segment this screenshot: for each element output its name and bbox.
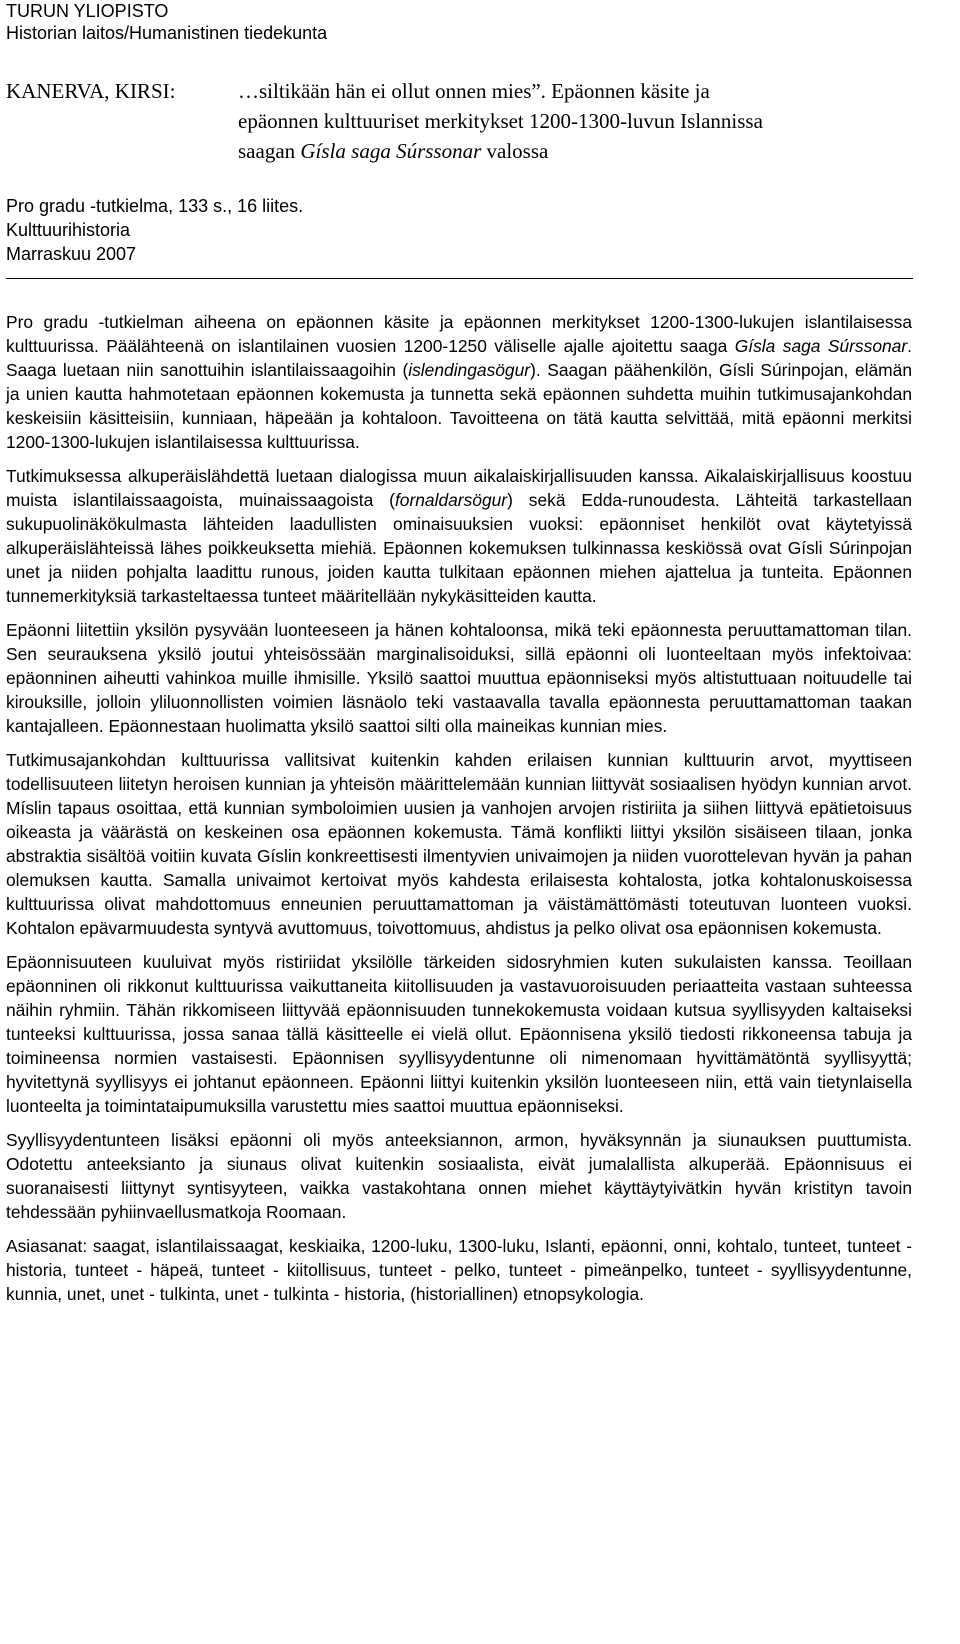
thesis-subject: Kulttuurihistoria bbox=[6, 220, 131, 240]
term-italic: fornaldarsögur bbox=[394, 490, 508, 510]
abstract-paragraph-1 bbox=[6, 310, 912, 454]
abstract bbox=[6, 310, 912, 1316]
department-name: Historian laitos/Humanistinen tiedekunta bbox=[6, 23, 328, 43]
abstract-paragraph-3: Epäonni liitettiin yksilön pysyvään luonteeseen ja hänen kohtaloonsa, mikä teki epäonnesta peruuttamattoman tilan. Sen seurauksena yksilö joutui yhteisössään marginalisoiduksi, sillä epäonni oli luonteeltaan myös infektoivaa: epäonninen aiheutti vahinkoa muille ihmisille. Yksilö saattoi muuttua epäonniseksi myös altistuttuaan noituudelle tai kirouksille, jolloin yliluonnollisten voimien läsnäolo teki vastaavalla tavalla epäonnesta peruuttamattoman taakan kantajalleen. Epäonnestaan huolimatta yksilö saattoi silti olla maineikas kunnian mies. bbox=[6, 620, 912, 736]
keywords: Asiasanat: saagat, islantilaissaagat, keskiaika, 1200-luku, 1300-luku, Islanti, epäonni, onni, kohtalo, tunteet, tunteet - historia, tunteet - häpeä, tunteet - kiitollisuus, tunteet - pelko, tunteet - pimeänpelko, tunteet - syyllisyydentunne, kunnia, unet, unet - tulkinta, unet - tulkinta - historia, (historiallinen) etnopsykologia. bbox=[6, 1236, 912, 1304]
saga-title: Gísla saga Súrssonar bbox=[300, 139, 482, 163]
text-run: ). Saagan päähenkilön, Gísli Súrinpojan, elämän ja unien kautta hahmotetaan epäonnen kokemusta ja tunnetta sekä epäonnen suhdetta muihin tutkimusajankohdan keskeisiin käsitteisiin, kunniaan, häpeään ja kohtaloon. Tavoitteena on tätä kautta selvittää, mitä epäonni merkitsi 1200-1300-lukujen islantilaisessa kulttuurissa. bbox=[6, 360, 912, 452]
thesis-meta bbox=[6, 194, 303, 266]
thesis-date: Marraskuu 2007 bbox=[6, 244, 137, 264]
thesis-title bbox=[238, 76, 918, 166]
abstract-paragraph-5: Epäonnisuuteen kuuluivat myös ristiriidat yksilölle tärkeiden sidosryhmien kuten sukulaisten kanssa. Teoillaan epäonninen oli rikkonut kulttuurissa vaikuttaneita kiitollisuuden ja vastavuoroisuuden periaatteita vastaan suhteessa näihin ryhmiin. Tähän rikkomiseen liittyvää epäonnisuuden tunnekokemusta voidaan kutsua syyllisyyden kaltaiseksi tunteeksi kulttuurissa, jossa sanaa tällä käsitteelle ei vielä ollut. Epäonnisena yksilö tiedosti rikkoneensa tabuja ja toimineensa normien vastaisesti. Epäonnisen syyllisyydentunne oli nimenomaan hyvittämätöntä syyllisyyttä; hyvitettynä syyllisyys ei johtanut epäonneen. Epäonni liittyi kuitenkin yksilön luonteeseen niin, että vain tietynlaisella luonteelta ja toimintataipumuksilla varustettu mies saattoi muuttua epäonniseksi. bbox=[6, 952, 912, 1116]
title-line-3-pre: saagan bbox=[238, 139, 301, 163]
divider bbox=[6, 278, 913, 279]
term-italic: islendingasögur bbox=[408, 360, 531, 380]
saga-title-italic: Gísla saga Súrssonar bbox=[734, 336, 908, 356]
document-page bbox=[6, 0, 913, 1304]
title-line-3-post: valossa bbox=[481, 139, 549, 163]
title-line-1: …siltikään hän ei ollut onnen mies”. Epäonnen käsite ja bbox=[238, 79, 710, 103]
text-run: . Saaga luetaan niin sanottuihin islantilaissaagoihin ( bbox=[6, 336, 912, 380]
text-run: ) sekä Edda-runoudesta. Lähteitä tarkastellaan sukupuolinäkökulmasta lähteiden laadullisten ominaisuuksien vuoksi: epäonniset henkilöt ovat käytetyissä alkuperäislähteissä lähes poikkeuksetta miehiä. Epäonnen kokemuksen tulkinnassa keskiössä ovat Gísli Súrinpojan unet ja niiden pohjalta laadittu runous, joiden kautta tulkitaan epäonnen miehen ajattelua ja tunteita. Epäonnen tunnemerkityksiä tarkasteltaessa tunteet määritellään nykykäsitteiden kautta. bbox=[6, 490, 912, 606]
text-run: Pro gradu -tutkielman aiheena on epäonnen käsite ja epäonnen merkitykset 1200-1300-lukujen islantilaisessa kulttuurissa. Päälähteenä on islantilainen vuosien 1200-1250 väliselle ajalle ajoitettu saaga bbox=[6, 312, 912, 356]
title-line-2: epäonnen kulttuuriset merkitykset 1200-1300-luvun Islannissa bbox=[238, 109, 763, 133]
abstract-paragraph-4: Tutkimusajankohdan kulttuurissa vallitsivat kuitenkin kahden erilaisen kunnian kulttuurin arvot, myyttiseen todellisuuteen liitetyn heroisen kunnian ja yhteisön määrittelemään kunnian liittyvät sosiaalisen hyödyn kunnian arvot. Míslin tapaus osoittaa, että kunnian symboloimien uusien ja vanhojen arvojen ristiriita ja siihen liittyvä epätietoisuus oikeasta ja väärästä on keskeinen osa epäonnen kokemusta. Tämä konflikti liittyi yksilön sisäiseen tilaan, jonka abstraktia sisältöä voitiin kuvata Gíslin konkreettisesti ilmentyvien univaimojen ja niiden vuorottelevan hyvän ja pahan olemuksen kautta. Samalla univaimot kertoivat myös kahdesta erilaisesta kohtalosta, jotka kohtalonuskoisessa kulttuurissa olivat mahdottomuus enneunien peruuttamattoman ja väistämättömästi toteutuvan luonteen vuoksi. Kohtalon epävarmuudesta syntyvä avuttomuus, toivottomuus, ahdistus ja pelko olivat osa epäonnisen kokemusta. bbox=[6, 750, 912, 938]
text-run: Tutkimuksessa alkuperäislähdettä luetaan dialogissa muun aikalaiskirjallisuuden kanssa. Aikalaiskirjallisuus koostuu muista islantilaissaagoista, muinaissaagoista ( bbox=[6, 466, 912, 510]
abstract-paragraph-2 bbox=[6, 464, 912, 608]
thesis-type: Pro gradu -tutkielma, 133 s., 16 liites. bbox=[6, 196, 304, 216]
title-line-3 bbox=[238, 136, 918, 166]
university-name: TURUN YLIOPISTO bbox=[6, 1, 169, 21]
abstract-paragraph-6: Syyllisyydentunteen lisäksi epäonni oli myös anteeksiannon, armon, hyväksynnän ja siunauksen puuttumista. Odotettu anteeksianto ja siunaus olivat kuitenkin sosiaalista, eivät jumalallista alkuperää. Epäonnisuus ei suoranaisesti liittynyt syntisyyteen, vaikka vastakohtana onnen miehet käyttäytyivätkin hyvän kristityn tavoin tehdessään pyhiinvaellusmatkoja Roomaan. bbox=[6, 1130, 912, 1222]
author-name: KANERVA, KIRSI: bbox=[6, 79, 176, 103]
